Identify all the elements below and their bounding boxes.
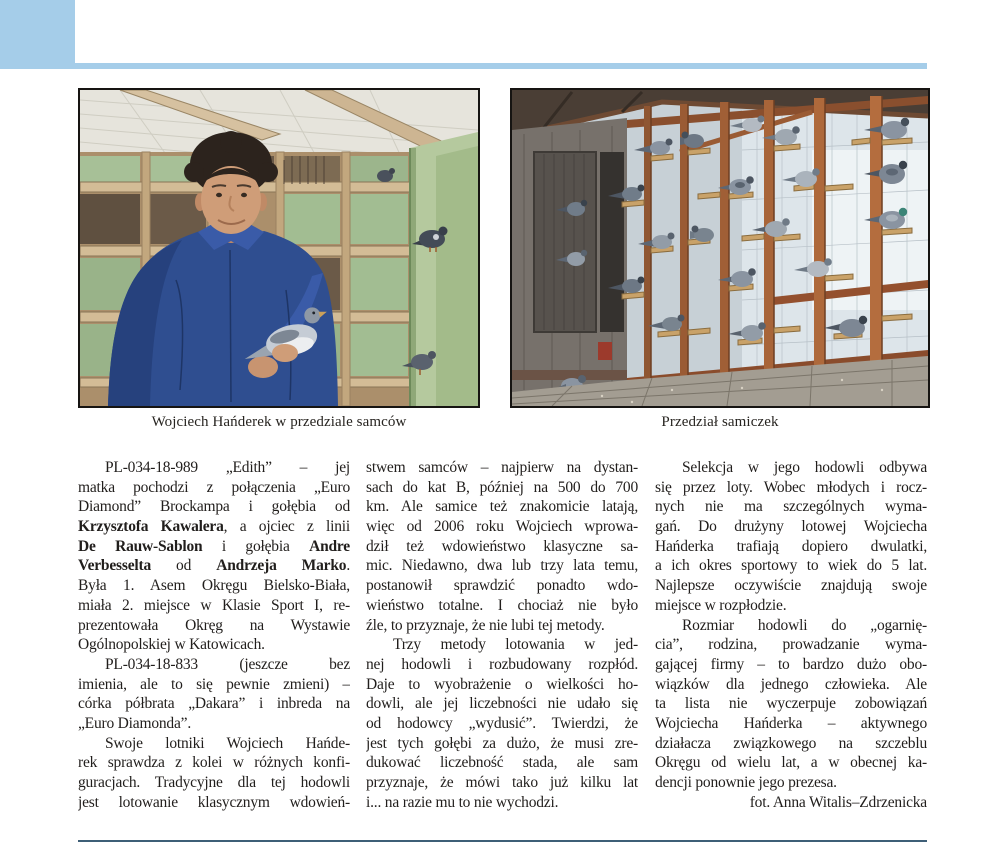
text-line: Diamond” Brockampa i gołębia od <box>78 498 350 516</box>
right-photo-caption: Przedział samiczek <box>661 414 779 430</box>
text-line: dukować liczebność stada, ale sam <box>366 754 638 772</box>
corner-accent-square <box>0 0 75 63</box>
text-line: dencji ponownie jego prezesa. <box>655 774 837 791</box>
text-line: wieństwo totalne. I chociaż nie było <box>366 596 638 614</box>
text-line: rek sprawdza z kolei w różnych konfi- <box>78 754 350 772</box>
text-line: jest lotowanie klasycznym wdowień- <box>78 793 350 811</box>
text-line: imienia, ale to się pewnie zmieni) – <box>78 675 350 693</box>
text-line: gającej firmy – to bardzo dużo obo- <box>655 655 927 673</box>
text-line: więc od 2006 roku Wojciech wprowa- <box>366 518 638 536</box>
text-line: dził też wdowieństwo klasyczne sa- <box>366 537 638 555</box>
text-line: Verbesselta od Andrzeja Marko. <box>78 557 350 575</box>
text-line: Swoje lotniki Wojciech Hańde- <box>105 734 350 752</box>
text-line: działacza związkowego na szczeblu <box>655 734 927 752</box>
text-line: Hańderka trafiają dopiero dwulatki, <box>655 537 927 555</box>
text-line: Ogólnopolskiej w Katowicach. <box>78 636 265 654</box>
article-column-1 <box>78 458 350 812</box>
header-rule <box>0 63 927 69</box>
text-line: Selekcja w jego hodowli odbywa <box>682 459 927 476</box>
text-line: De Rauw-Sablon i gołębia Andre <box>78 537 350 555</box>
left-photo <box>78 88 480 408</box>
text-line: gań. Do drużyny lotowej Wojciecha <box>655 518 927 536</box>
text-line: Najlepsze oczywiście znajdują swoje <box>655 577 927 595</box>
text-line: Krzysztofa Kawalera, a ojciec z linii <box>78 518 350 536</box>
pigeon-loft-illustration <box>512 90 928 406</box>
text-line: prezentowała Okręg na Wystawie <box>78 616 350 634</box>
text-line: dowli, ale jej liczebności nie udało się <box>366 695 638 713</box>
photo-credit: fot. Anna Witalis–Zdrzenicka <box>749 793 927 811</box>
text-line: wiązków dla jednego człowieka. Ale <box>655 675 927 693</box>
text-line: mic. Niedawno, dwa lub trzy lata temu, <box>366 557 638 575</box>
text-line: Trzy metody lotowania w jed- <box>393 636 638 654</box>
text-line: i... na razie mu to nie wychodzi. <box>366 793 559 811</box>
right-photo <box>510 88 930 408</box>
text-line: PL-034-18-833 (jeszcze bez <box>105 655 350 673</box>
text-line: córka półbrata „Dakara” i inbreda na <box>78 695 350 713</box>
text-line: nych nie ma szczególnych wyma- <box>655 498 927 516</box>
left-photo-caption: Wojciech Hańderek w przedziale samców <box>151 414 407 430</box>
text-line: miała 2. miejsce w Klasie Sport I, re- <box>78 596 350 614</box>
text-line: przyznaje, że mówi tako już kilku lat <box>366 774 638 791</box>
text-line: a ich okres sportowy to wiek do 5 lat. <box>655 557 927 575</box>
article-column-3 <box>655 458 927 812</box>
text-line: ta lista nie wyczerpuje zobowiązań <box>655 695 927 713</box>
text-line: źle, to przyznaje, że nie lubi tej metody. <box>366 616 605 634</box>
text-line: postanowił sprawdzić ponadto wdo- <box>366 577 638 595</box>
text-line: „Euro Diamonda”. <box>78 714 192 732</box>
text-line: km. Ale samice też znakomicie latają, <box>366 498 638 516</box>
text-line: nej hodowli i rozbudowany rozpłód. <box>366 655 638 673</box>
text-line: Była 1. Asem Okręgu Bielsko-Biała, <box>78 577 350 595</box>
text-line: Wojciecha Hańderka – aktywnego <box>655 714 927 732</box>
text-line: od hodowcy „wydusić”. Twierdzi, że <box>366 714 638 732</box>
text-line: guracjach. Tradycyjne dla tej hodowli <box>78 774 350 791</box>
text-line: stwem samców – najpierw na dystan- <box>366 459 638 476</box>
text-line: PL-034-18-989 „Edith” – jej <box>105 459 350 476</box>
text-line: Rozmiar hodowli do „ogarnię- <box>682 616 927 634</box>
footer-rule <box>78 840 927 842</box>
text-line: matka pochodzi z połączenia „Euro <box>78 478 350 496</box>
text-line: cia”, rodzina, prowadzanie wyma- <box>655 636 927 654</box>
text-line: miejsce w rozpłodzie. <box>655 596 787 614</box>
man-holding-pigeon-illustration <box>80 90 478 406</box>
article-column-2 <box>366 458 638 812</box>
text-line: Okręgu od wielu lat, a w obecnej ka- <box>655 754 927 772</box>
text-line: sach do kat B, później na 500 do 700 <box>366 478 638 496</box>
red-box <box>598 342 612 360</box>
text-line: jest tych gołębi za dużo, że musi zre- <box>366 734 638 752</box>
text-line: się przez loty. Wobec młodych i rocz- <box>655 478 927 496</box>
text-line: Daje to wyobrażenie o wielkości ho- <box>366 675 638 693</box>
